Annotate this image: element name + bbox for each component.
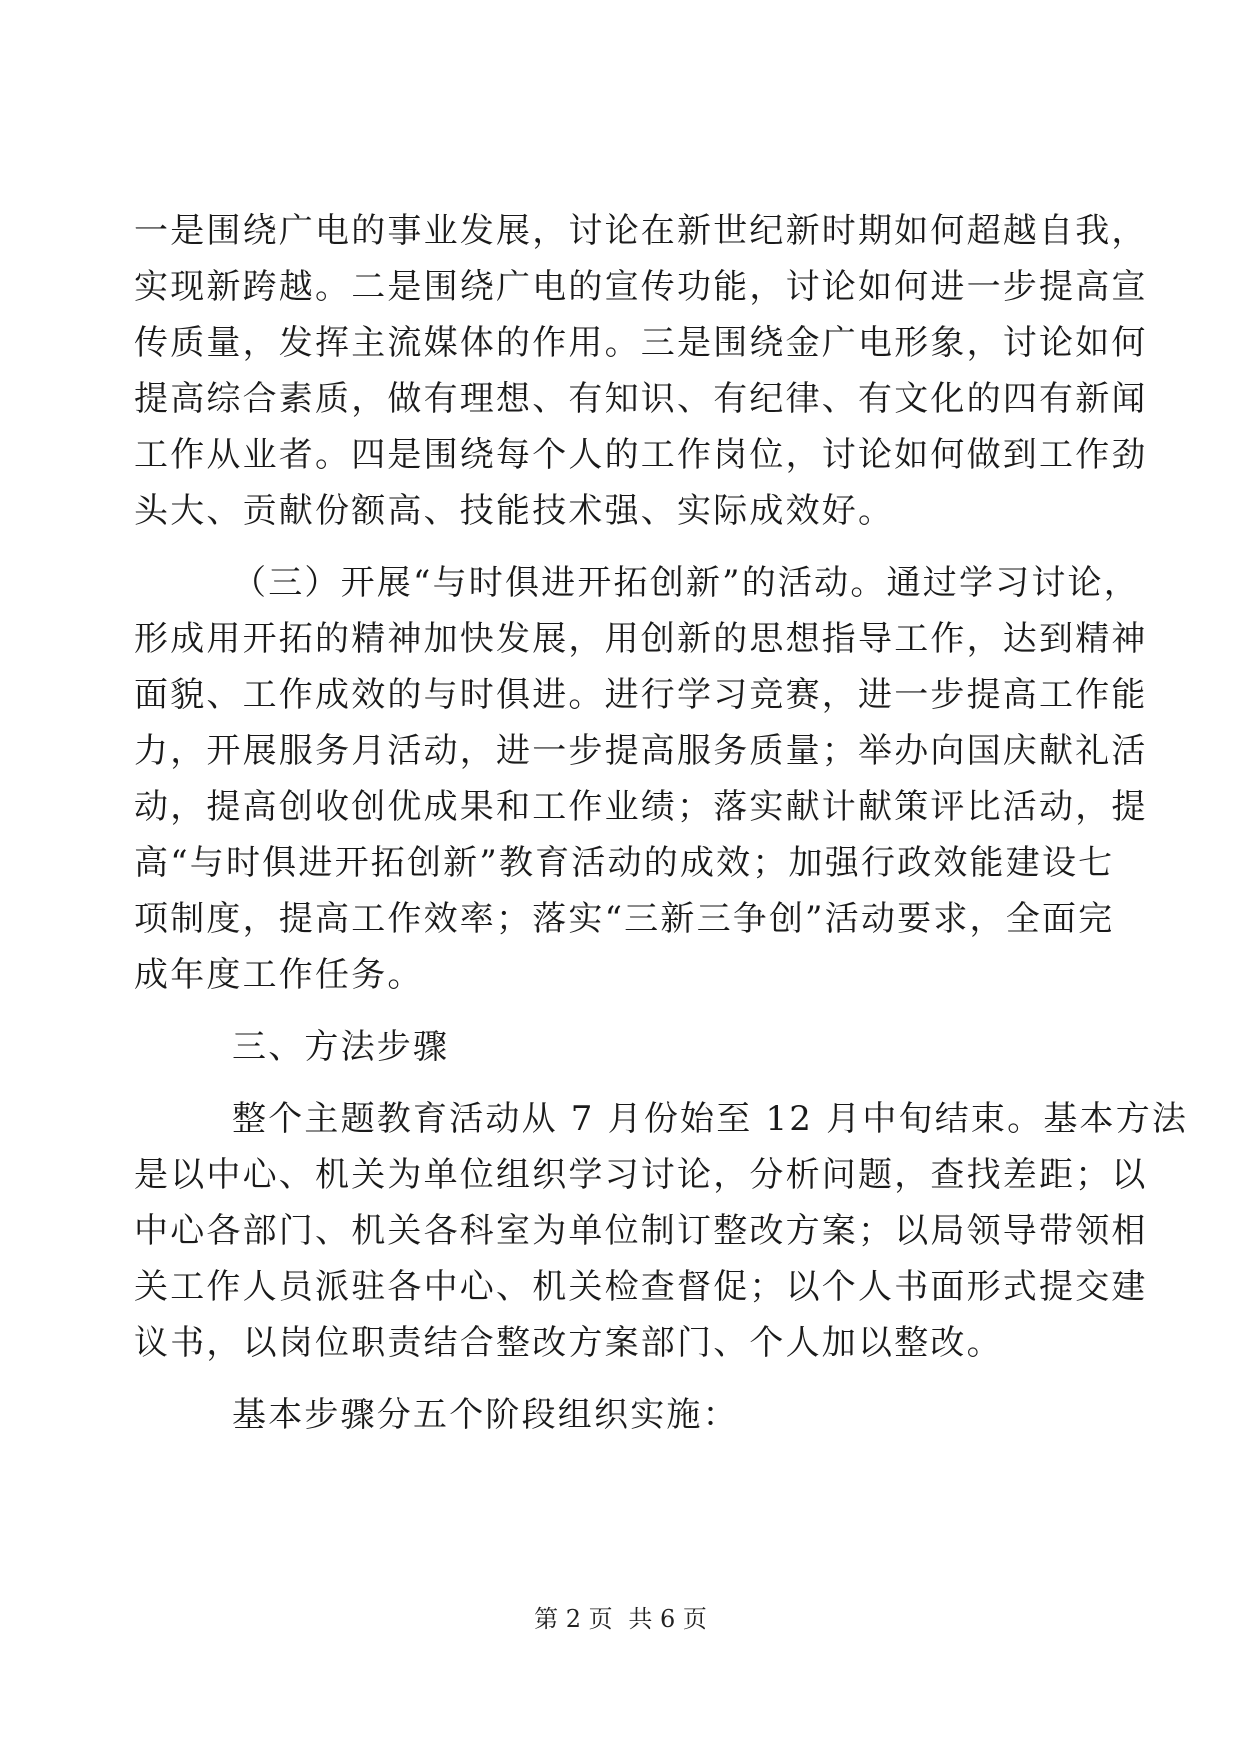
paragraph-line: 是以中心、机关为单位组织学习讨论，分析问题，查找差距；以 (134, 1155, 1148, 1195)
paragraph-line: 力，开展服务月活动，进一步提高服务质量；举办向国庆献礼活 (134, 731, 1148, 771)
paragraph-line: 动，提高创收创优成果和工作业绩；落实献计献策评比活动，提 (134, 787, 1148, 827)
paragraph-line: 头大、贡献份额高、技能技术强、实际成效好。 (134, 491, 895, 531)
paragraph-line: 整个主题教育活动从 7 月份始至 12 月中旬结束。基本方法 (232, 1099, 1189, 1139)
paragraph-line: 成年度工作任务。 (134, 955, 424, 995)
paragraph-line: 高“与时俱进开拓创新”教育活动的成效；加强行政效能建设七 (134, 843, 1115, 883)
paragraph-line: 实现新跨越。二是围绕广电的宣传功能，讨论如何进一步提高宣 (134, 267, 1148, 307)
page-number: 第 2 页 (534, 1605, 613, 1633)
paragraph-line: 工作从业者。四是围绕每个人的工作岗位，讨论如何做到工作劲 (134, 435, 1148, 475)
page-footer (0, 1604, 1241, 1634)
paragraph-line: 形成用开拓的精神加快发展，用创新的思想指导工作，达到精神 (134, 619, 1148, 659)
paragraph-line: 关工作人员派驻各中心、机关检查督促；以个人书面形式提交建 (134, 1267, 1148, 1307)
section-heading: 三、方法步骤 (232, 1027, 450, 1067)
page-total: 共 6 页 (628, 1605, 707, 1633)
paragraph-line: 提高综合素质，做有理想、有知识、有纪律、有文化的四有新闻 (134, 379, 1148, 419)
paragraph-line: 面貌、工作成效的与时俱进。进行学习竞赛，进一步提高工作能 (134, 675, 1148, 715)
paragraph-line: 中心各部门、机关各科室为单位制订整改方案；以局领导带领相 (134, 1211, 1148, 1251)
paragraph-line: 议书，以岗位职责结合整改方案部门、个人加以整改。 (134, 1323, 1003, 1363)
paragraph-line: 传质量，发挥主流媒体的作用。三是围绕金广电形象，讨论如何 (134, 323, 1148, 363)
paragraph-line: （三）开展“与时俱进开拓创新”的活动。通过学习讨论， (232, 563, 1140, 603)
paragraph-line: 一是围绕广电的事业发展，讨论在新世纪新时期如何超越自我， (134, 211, 1148, 251)
paragraph-line: 项制度，提高工作效率；落实“三新三争创”活动要求，全面完 (134, 899, 1115, 939)
paragraph-line: 基本步骤分五个阶段组织实施： (232, 1395, 739, 1435)
